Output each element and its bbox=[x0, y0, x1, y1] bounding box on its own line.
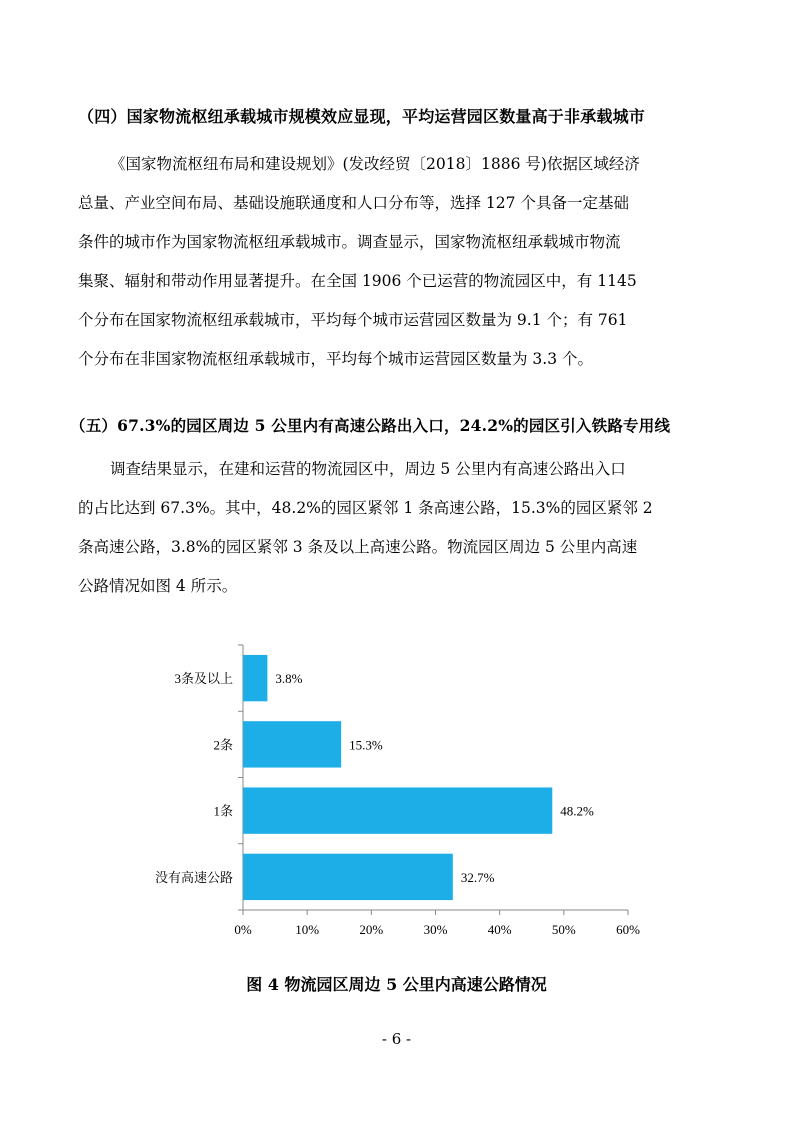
page-number: - 6 - bbox=[381, 1030, 412, 1048]
section-5-heading: （五）67.3%的园区周边 5 公里内有高速公路出入口，24.2%的园区引入铁路专用线 bbox=[70, 416, 671, 435]
body-line: 个分布在国家物流枢纽承载城市，平均每个城市运营园区数量为 9.1 个；有 761 bbox=[78, 311, 628, 329]
section-4-heading: （四）国家物流枢纽承载城市规模效应显现，平均运营园区数量高于非承载城市 bbox=[78, 107, 646, 126]
x-tick-label: 40% bbox=[487, 922, 512, 937]
category-label: 3条及以上 bbox=[174, 671, 233, 687]
x-tick-label: 60% bbox=[616, 922, 640, 937]
body-line: 《国家物流枢纽布局和建设规划》(发改经贸〔2018〕1886 号)依据区域经济 bbox=[110, 155, 640, 173]
body-line: 总量、产业空间布局、基础设施联通度和人口分布等，选择 127 个具备一定基础 bbox=[78, 194, 629, 212]
x-tick-label: 10% bbox=[295, 922, 320, 937]
section-5-body bbox=[78, 450, 728, 606]
body-line: 集聚、辐射和带动作用显著提升。在全国 1906 个已运营的物流园区中，有 1145 bbox=[78, 272, 637, 290]
body-line: 公路情况如图 4 所示。 bbox=[78, 577, 238, 595]
category-label: 没有高速公路 bbox=[154, 869, 233, 885]
category-label: 2条 bbox=[213, 737, 233, 753]
body-line: 条件的城市作为国家物流枢纽承载城市。调查显示，国家物流枢纽承载城市物流 bbox=[78, 233, 621, 251]
bar-chart bbox=[0, 630, 793, 950]
bar bbox=[243, 721, 341, 767]
body-line: 个分布在非国家物流枢纽承载城市，平均每个城市运营园区数量为 3.3 个。 bbox=[78, 350, 594, 368]
body-line: 条高速公路，3.8%的园区紧邻 3 条及以上高速公路。物流园区周边 5 公里内高速 bbox=[78, 538, 638, 556]
data-label: 32.7% bbox=[460, 869, 495, 885]
body-line: 调查结果显示，在建和运营的物流园区中，周边 5 公里内有高速公路出入口 bbox=[110, 460, 626, 478]
data-label: 3.8% bbox=[275, 671, 303, 687]
bar bbox=[243, 854, 453, 900]
data-label: 15.3% bbox=[349, 737, 383, 753]
x-tick-label: 30% bbox=[423, 922, 448, 937]
body-line: 的占比达到 67.3%。其中，48.2%的园区紧邻 1 条高速公路，15.3%的园区紧邻 2 bbox=[78, 499, 653, 517]
data-label: 48.2% bbox=[560, 803, 594, 819]
category-label: 1条 bbox=[213, 803, 233, 819]
figure-caption: 图 4 物流园区周边 5 公里内高速公路情况 bbox=[246, 975, 547, 994]
bar bbox=[243, 655, 267, 701]
bar bbox=[243, 787, 552, 833]
x-tick-label: 0% bbox=[234, 922, 252, 937]
section-4-body bbox=[78, 145, 728, 379]
x-tick-label: 50% bbox=[551, 922, 576, 937]
x-tick-label: 20% bbox=[359, 922, 384, 937]
